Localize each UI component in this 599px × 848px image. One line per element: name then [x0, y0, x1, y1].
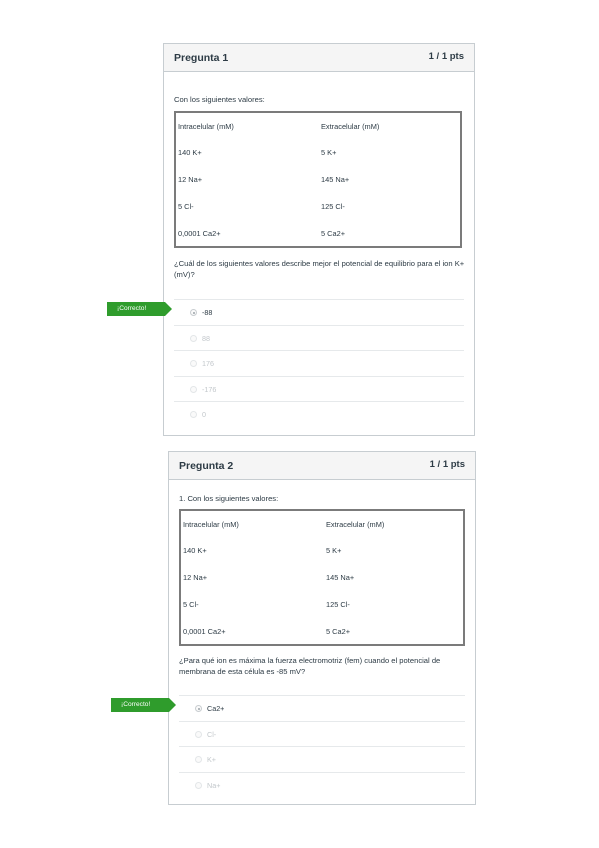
answer-option[interactable] [174, 376, 464, 402]
table-cell: Extracelular (mM) [321, 121, 380, 131]
answer-label: 88 [202, 333, 210, 343]
table-cell: 140 K+ [178, 148, 202, 157]
table-row [180, 591, 464, 618]
question-prompt: ¿Para qué ion es máxima la fuerza electromotriz (fem) cuando el potencial de membrana de esta célula es -85 mV? [179, 656, 441, 676]
table-row [180, 564, 464, 591]
table-cell: 5 Ca2+ [326, 626, 351, 636]
answer-label: Ca2+ [207, 704, 225, 713]
radio-button[interactable] [190, 335, 197, 342]
table-cell: 125 Cl- [326, 600, 350, 609]
table-cell: Extracelular (mM) [326, 519, 385, 529]
answer-list [179, 695, 465, 797]
radio-button[interactable] [195, 705, 202, 712]
radio-button[interactable] [190, 360, 197, 367]
answer-label: 0 [202, 410, 206, 419]
question-header [164, 44, 474, 72]
table-row [180, 510, 464, 537]
question-1 [163, 43, 475, 436]
answer-label: K+ [207, 755, 216, 764]
table-cell: Intracelular (mM) [183, 519, 239, 529]
answer-label: -176 [202, 384, 217, 394]
table-cell: 5 Ca2+ [321, 228, 346, 238]
answer-label: -88 [202, 308, 213, 317]
question-points: 1 / 1 pts [429, 459, 465, 470]
answer-label: 176 [202, 359, 214, 368]
answer-option[interactable] [179, 695, 465, 721]
table-row [175, 166, 461, 193]
answer-option[interactable] [179, 772, 465, 798]
correct-flag: ¡Correcto! [111, 698, 169, 712]
table-row [175, 193, 461, 220]
table-cell: 12 Na+ [183, 573, 208, 582]
question-prompt: ¿Cuál de los siguientes valores describe mejor el potencial de equilibrio para el ion K+ (mV)? [174, 259, 465, 279]
answer-option[interactable] [179, 746, 465, 772]
table-cell: 12 Na+ [178, 175, 203, 184]
question-title: Pregunta 1 [174, 52, 229, 64]
answer-label: Na+ [207, 780, 221, 790]
table-cell: 5 Cl- [183, 600, 199, 609]
radio-button[interactable] [190, 309, 197, 316]
question-points: 1 / 1 pts [428, 51, 464, 62]
table-cell: 0,0001 Ca2+ [178, 228, 221, 238]
radio-button[interactable] [190, 411, 197, 418]
question-title: Pregunta 2 [179, 460, 234, 472]
table-row [180, 618, 464, 645]
question-intro: 1. Con los siguientes valores: [179, 494, 279, 503]
radio-button[interactable] [195, 731, 202, 738]
table-row [175, 139, 461, 166]
table-cell: 140 K+ [183, 546, 207, 555]
table-cell: 145 Na+ [326, 573, 355, 582]
table-cell: Intracelular (mM) [178, 121, 234, 131]
correct-flag: ¡Correcto! [107, 302, 165, 316]
values-table [179, 509, 465, 646]
question-body [169, 480, 475, 804]
table-row [175, 112, 461, 139]
question-body [164, 72, 474, 435]
radio-button[interactable] [195, 782, 202, 789]
answer-option[interactable] [174, 401, 464, 427]
values-table [174, 111, 462, 248]
answer-label: Cl- [207, 729, 217, 739]
question-2 [168, 451, 476, 805]
answer-option[interactable] [174, 350, 464, 376]
table-cell: 5 K+ [321, 148, 337, 157]
table-cell: 145 Na+ [321, 175, 350, 184]
answer-list [174, 299, 464, 427]
table-row [180, 537, 464, 564]
table-row [175, 220, 461, 247]
answer-option[interactable] [174, 325, 464, 351]
table-cell: 125 Cl- [321, 202, 345, 211]
question-intro: Con los siguientes valores: [174, 95, 265, 104]
radio-button[interactable] [195, 756, 202, 763]
question-header [169, 452, 475, 480]
table-cell: 5 Cl- [178, 202, 194, 211]
radio-button[interactable] [190, 386, 197, 393]
table-cell: 5 K+ [326, 546, 342, 555]
table-cell: 0,0001 Ca2+ [183, 626, 226, 636]
answer-option[interactable] [179, 721, 465, 747]
answer-option[interactable] [174, 299, 464, 325]
